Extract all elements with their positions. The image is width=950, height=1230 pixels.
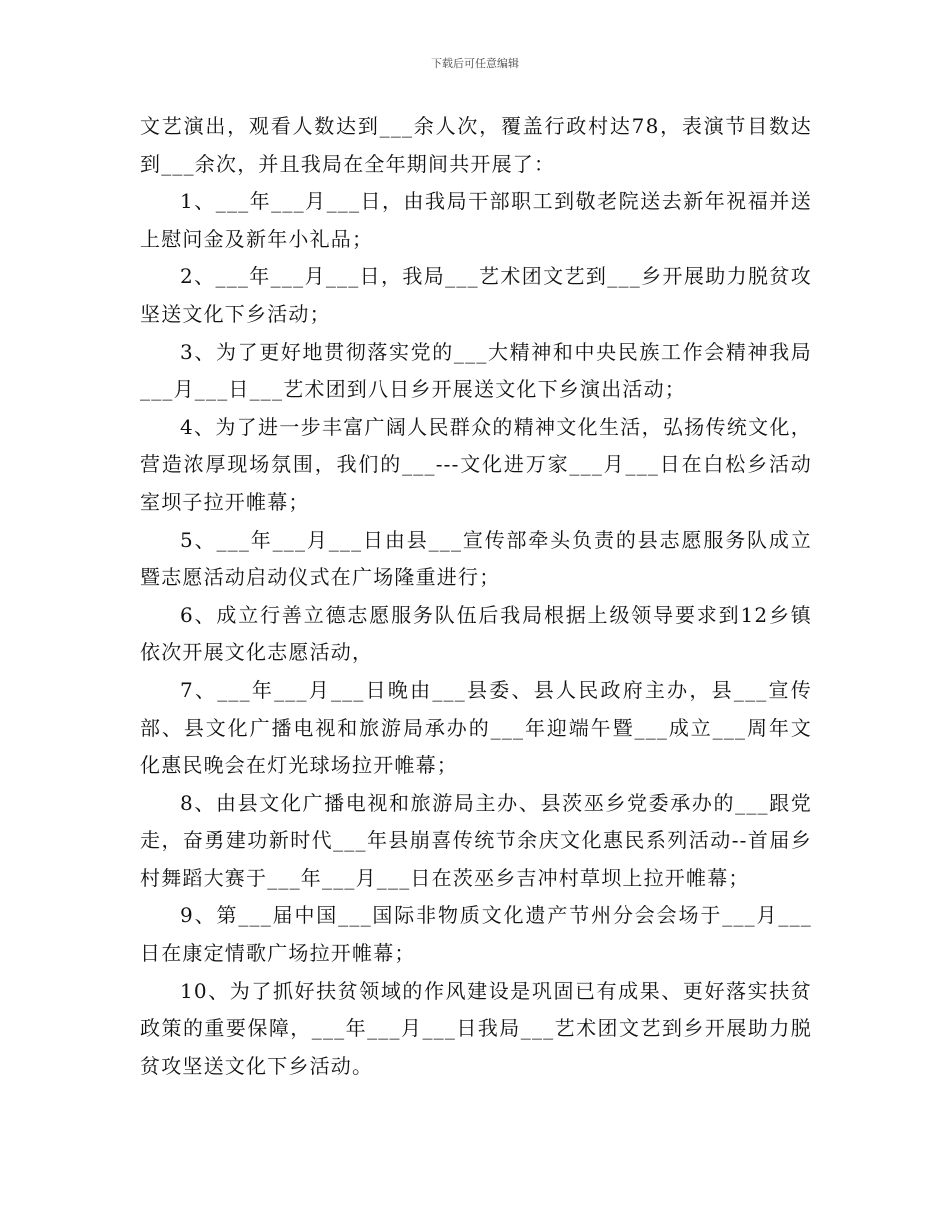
list-item: 3、为了更好地贯彻落实党的___大精神和中央民族工作会精神我局___月___日___艺术团到八日乡开展送文化下乡演出活动； [140,339,812,402]
list-item: 1、___年___月___日，由我局干部职工到敬老院送去新年祝福并送上慰问金及新年小礼品； [140,189,812,251]
list-item: 8、由县文化广播电视和旅游局主办、县茨巫乡党委承办的___跟党走，奋勇建功新时代___年县崩喜传统节余庆文化惠民系列活动--首届乡村舞蹈大赛于___年___月___日在茨巫乡吉冲村草坝上拉开帷幕； [140,790,812,890]
list-item: 5、___年___月___日由县___宣传部牵头负责的县志愿服务队成立暨志愿活动启动仪式在广场隆重进行； [140,527,812,590]
document-body [140,108,812,1085]
list-item: 7、___年___月___日晚由___县委、县人民政府主办，县___宣传部、县文化广播电视和旅游局承办的___年迎端午暨___成立___周年文化惠民晚会在灯光球场拉开帷幕； [140,677,812,778]
list-item: 4、为了进一步丰富广阔人民群众的精神文化生活，弘扬传统文化，营造浓厚现场氛围，我们的___---文化进万家___月___日在白松乡活动室坝子拉开帷幕； [140,414,812,514]
list-item: 10、为了抓好扶贫领域的作风建设是巩固已有成果、更好落实扶贫政策的重要保障，___年___月___日我局___艺术团文艺到乡开展助力脱贫攻坚送文化下乡活动。 [140,978,812,1078]
list-item: 2、___年___月___日，我局___艺术团文艺到___乡开展助力脱贫攻坚送文化下乡活动； [140,264,812,326]
list-item: 9、第___届中国___国际非物质文化遗产节州分会会场于___月___日在康定情歌广场拉开帷幕； [140,903,812,966]
intro-paragraph: 文艺演出，观看人数达到___余人次，覆盖行政村达78，表演节目数达到___余次，并且我局在全年期间共开展了： [140,114,812,176]
page-header: 下载后可任意编辑 [431,57,519,70]
list-item: 6、成立行善立德志愿服务队伍后我局根据上级领导要求到12乡镇依次开展文化志愿活动， [140,602,812,665]
